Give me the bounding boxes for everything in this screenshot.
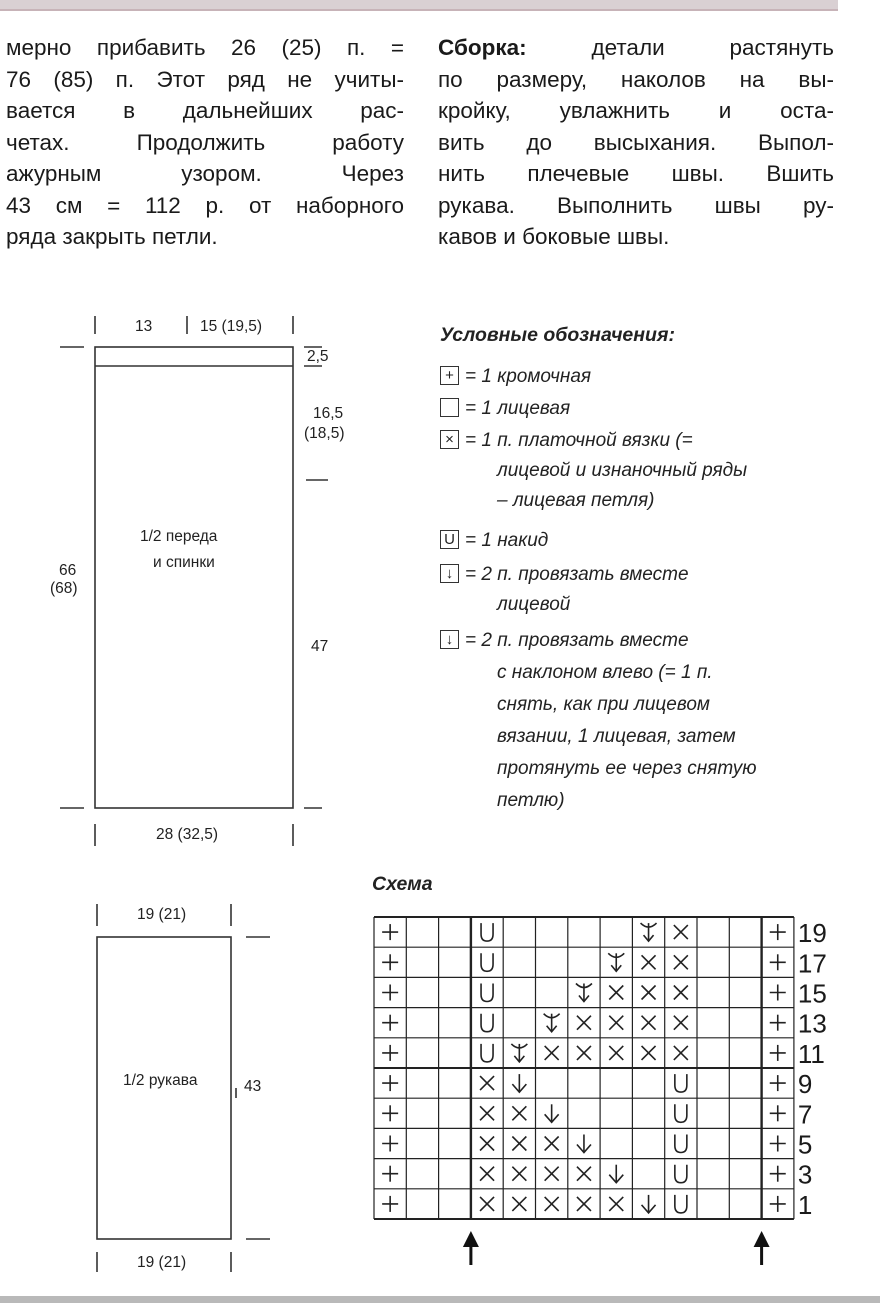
row-number: 9 [797,1069,813,1100]
cross-icon [480,1137,494,1151]
bottom-divider [0,1296,880,1303]
text-line: 43 см = 112 р. от наборного [6,192,404,218]
cross-icon [512,1167,526,1181]
text-line: кройку, увлажнить и оста- [438,98,834,123]
body-right-top-dim: 2,5 [307,348,329,365]
plus-icon [770,1136,786,1152]
text-line: вить до высыхания. Выпол- [438,129,834,155]
cross-icon [480,1076,494,1090]
cross-icon: × [440,430,459,449]
legend-text: – лицевая петля) [497,490,655,511]
legend-text: = 1 п. платочной вязки (= [465,430,693,451]
ssk-icon [609,1165,623,1183]
text-line: вается в дальнейших рас- [6,98,404,123]
cross-icon [577,1197,591,1211]
text-column-right [438,32,834,253]
legend-text: лицевой и изнаночный ряды [497,460,748,481]
yarn-over-icon [675,1074,687,1092]
plus-icon [770,1166,786,1182]
plus-icon [770,985,786,1001]
plus-icon [382,1166,398,1182]
body-bottom-dim: 28 (32,5) [156,826,219,843]
text-line: 76 (85) п. Этот ряд не учиты- [6,66,404,92]
legend-text: = 1 лицевая [465,398,571,419]
text-line: нить плечевые швы. Вшить [438,161,834,186]
cross-icon [609,986,623,1000]
row-number: 13 [797,1008,827,1039]
text-line: рукава. Выполнить швы ру- [438,192,834,218]
cross-icon [674,1016,688,1030]
sleeve-top-dim: 19 (21) [137,906,187,923]
text-line: детали растянуть [526,35,834,60]
plus-icon: + [440,366,459,385]
plus-icon [770,924,786,940]
cross-icon [512,1106,526,1120]
plus-icon [770,1105,786,1121]
cross-icon [609,1197,623,1211]
plus-icon [770,1196,786,1212]
legend-text: = 2 п. провязать вместе [465,564,689,585]
k2tog-icon [576,984,592,1002]
cross-icon [480,1106,494,1120]
row-number: 17 [797,948,827,979]
body-piece-label-2: и спинки [153,554,215,571]
k2tog-icon [544,1014,560,1032]
ssk-icon [512,1074,526,1092]
plus-icon [770,1045,786,1061]
legend-text: = 1 кромочная [465,366,592,387]
legend-text: вязании, 1 лицевая, затем [497,726,736,747]
text-line: четах. Продолжить работу [6,129,404,155]
plus-icon [382,924,398,940]
cross-icon [545,1137,559,1151]
top-divider [0,0,838,11]
body-right-mid-dim-alt: (18,5) [304,425,345,442]
text-line: мерно прибавить 26 (25) п. = [6,35,404,60]
body-top-left-dim: 13 [135,318,153,335]
sleeve-right-dim: 43 [244,1078,262,1095]
body-top-right-dim: 15 (19,5) [200,318,263,335]
legend-text: снять, как при лицевом [497,694,710,715]
ssk-icon [577,1135,591,1153]
cross-icon [545,1197,559,1211]
yarn-over-icon [481,923,493,941]
cross-icon [577,1016,591,1030]
cross-icon [609,1046,623,1060]
plus-icon [382,985,398,1001]
cross-icon [480,1197,494,1211]
plus-icon [770,1015,786,1031]
empty-cell-icon [440,398,459,417]
legend [440,324,860,811]
sleeve-piece-label: 1/2 рукава [123,1072,198,1089]
k2tog-icon [511,1044,527,1062]
text-column-left [6,32,404,253]
yarn-over-icon [481,1014,493,1032]
assembly-first-line [438,32,834,64]
ssk-icon [545,1104,559,1122]
cross-icon [674,986,688,1000]
k2tog-icon [641,923,657,941]
cross-icon [545,1046,559,1060]
cross-icon [480,1167,494,1181]
k2tog-icon [608,953,624,971]
legend-text: протянуть ее через снятую [497,758,757,779]
text-line: ажурным узором. Через [6,161,404,186]
ssk-icon: ↓ [440,630,459,649]
legend-text: = 1 накид [465,530,549,551]
row-number: 11 [797,1038,825,1069]
yarn-over-icon [481,1044,493,1062]
cross-icon [674,1046,688,1060]
knitting-chart [360,905,850,1300]
yarn-over-icon [675,1104,687,1122]
legend-text: с наклоном влево (= 1 п. [497,662,713,683]
plus-icon [382,1136,398,1152]
scheme-title: Схема [372,873,433,895]
plus-icon [770,954,786,970]
row-number: 19 [797,918,827,949]
plus-icon [382,1045,398,1061]
cross-icon [642,1016,656,1030]
body-right-bottom-dim: 47 [311,638,329,655]
body-total-height: 66 [59,562,77,579]
cross-icon [674,955,688,969]
legend-text: лицевой [497,594,571,615]
yarn-over-icon [481,984,493,1002]
arrow-up-icon [754,1231,770,1265]
yarn-over-icon [675,1195,687,1213]
cross-icon [642,955,656,969]
row-number: 5 [797,1129,813,1160]
cross-icon [512,1197,526,1211]
k2tog-icon: ↓ [440,564,459,583]
cross-icon [642,986,656,1000]
yarn-over-icon [481,953,493,971]
plus-icon [382,1075,398,1091]
body-total-height-alt: (68) [50,580,78,597]
cross-icon [642,1046,656,1060]
cross-icon [512,1137,526,1151]
assembly-heading: Сборка: [438,35,527,60]
row-number: 7 [797,1099,813,1130]
ssk-icon [642,1195,656,1213]
plus-icon [382,1105,398,1121]
plus-icon [382,1196,398,1212]
yarn-over-icon [675,1165,687,1183]
cross-icon [577,1046,591,1060]
row-number: 3 [797,1159,813,1190]
cross-icon [609,1016,623,1030]
plus-icon [382,1015,398,1031]
legend-title: Условные обозначения: [440,324,675,346]
body-right-mid-dim: 16,5 [313,405,344,422]
row-number: 1 [797,1189,813,1220]
cross-icon [545,1167,559,1181]
text-line: кавов и боковые швы. [438,224,670,249]
plus-icon [382,954,398,970]
arrow-up-icon [463,1231,479,1265]
legend-text: = 2 п. провязать вместе [465,630,689,651]
body-piece-label: 1/2 переда [140,528,218,545]
sleeve-bottom-dim: 19 (21) [137,1254,187,1271]
cross-icon [674,925,688,939]
row-number: 15 [797,978,827,1009]
plus-icon [770,1075,786,1091]
cross-icon [577,1167,591,1181]
yarn-over-icon [675,1135,687,1153]
text-line: по размеру, наколов на вы- [438,66,834,92]
legend-text: петлю) [497,790,565,811]
text-line: ряда закрыть петли. [6,224,218,249]
yarn-over-icon: U [440,530,459,549]
